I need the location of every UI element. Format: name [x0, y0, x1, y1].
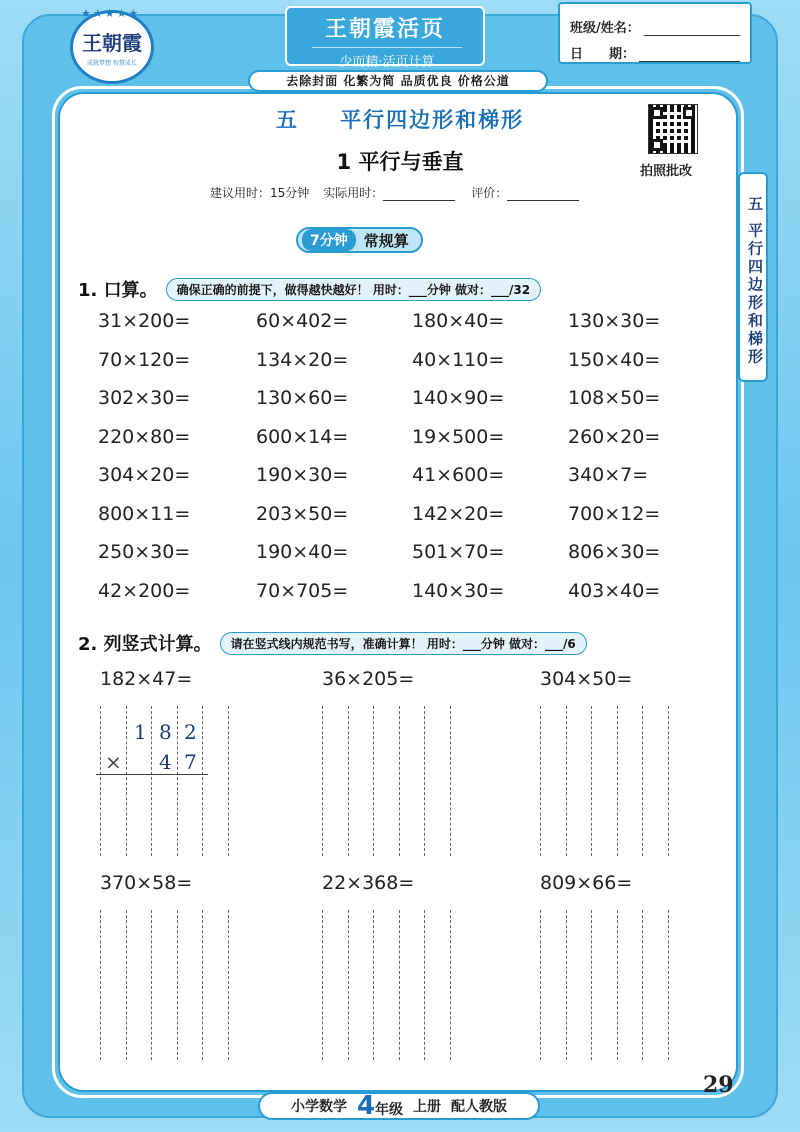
vertical-problem: 182×47=: [100, 668, 193, 690]
writing-guide-line[interactable]: [228, 910, 229, 1060]
writing-guide-line[interactable]: [450, 910, 451, 1060]
writing-guide-line[interactable]: [424, 706, 425, 856]
writing-guide-line[interactable]: [617, 706, 618, 856]
question-2-title: 2. 列竖式计算。: [78, 634, 212, 655]
oral-problem: 60×402=: [256, 310, 349, 332]
oral-problem: 403×40=: [568, 579, 661, 602]
writing-guide-line[interactable]: [126, 706, 127, 856]
date-field[interactable]: [639, 48, 740, 62]
time-row: [210, 184, 579, 201]
footer-grade: 年级: [375, 1102, 404, 1118]
writing-guide-line[interactable]: [373, 706, 374, 856]
writing-guide-line[interactable]: [126, 910, 127, 1060]
writing-guide-line[interactable]: [591, 706, 592, 856]
oral-problem: 140×30=: [412, 579, 505, 602]
writing-guide-line[interactable]: [202, 910, 203, 1060]
example-digit: 2: [184, 720, 197, 744]
page-number: 29: [703, 1072, 734, 1098]
writing-guide-line[interactable]: [399, 706, 400, 856]
writing-guide-line[interactable]: [177, 706, 178, 856]
footer-banner: [258, 1092, 540, 1120]
writing-guide-line[interactable]: [668, 910, 669, 1060]
writing-guide-line[interactable]: [348, 910, 349, 1060]
question-1-note: 确保正确的前提下，做得越快越好！ 用时：___分钟 做对：___/32: [166, 278, 541, 301]
qr-corner: [651, 107, 663, 119]
logo-subtext: 成就梦想 智慧成长: [87, 60, 137, 67]
evaluation-label: 评价：: [471, 186, 508, 200]
vertical-problem: 36×205=: [322, 668, 415, 690]
brand-banner: [285, 6, 485, 70]
class-name-label: 班级/姓名：: [570, 21, 640, 36]
logo-stars-icon: ★★★★★: [81, 7, 141, 20]
footer-grade-number: 4: [356, 1091, 376, 1121]
question-2-note: 请在竖式线内规范书写，准确计算！ 用时：___分钟 做对：___/6: [220, 632, 587, 655]
oral-problem: 304×20=: [98, 464, 191, 486]
oral-problem: 190×40=: [256, 541, 349, 563]
motto-banner: 去除封面 化繁为简 品质优良 价格公道: [248, 70, 548, 92]
writing-guide-line[interactable]: [151, 910, 152, 1060]
example-digit: 7: [184, 750, 197, 774]
date-row: [570, 36, 740, 62]
oral-problem: 302×30=: [98, 387, 191, 409]
oral-problem: 40×110=: [412, 348, 505, 371]
writing-guide-line[interactable]: [540, 706, 541, 856]
example-times-sign: ×: [105, 750, 122, 774]
writing-guide-line[interactable]: [322, 706, 323, 856]
oral-problem: 108×50=: [568, 387, 661, 409]
qr-code-icon[interactable]: [648, 104, 698, 154]
badge-time: 7分钟: [302, 229, 356, 251]
writing-guide-line[interactable]: [566, 706, 567, 856]
oral-problem: 180×40=: [412, 310, 505, 332]
badge-label: 常规算: [363, 231, 409, 250]
oral-problem: 42×200=: [98, 579, 191, 602]
suggested-time: 建议用时：15分钟: [210, 186, 310, 200]
oral-problem: 700×12=: [568, 502, 661, 525]
oral-problem: 250×30=: [98, 541, 191, 563]
writing-guide-line[interactable]: [424, 910, 425, 1060]
vertical-problem: 304×50=: [540, 668, 633, 690]
writing-guide-line[interactable]: [177, 910, 178, 1060]
oral-problem: 70×705=: [256, 579, 349, 602]
writing-guide-line[interactable]: [202, 706, 203, 856]
qr-corner: [651, 139, 663, 151]
oral-problem: 134×20=: [256, 348, 349, 371]
writing-guide-line[interactable]: [642, 706, 643, 856]
logo-text: 王朝霞: [82, 31, 142, 55]
question-1-title: 1. 口算。: [78, 280, 158, 301]
oral-problem: 203×50=: [256, 502, 349, 525]
writing-guide-line[interactable]: [100, 706, 101, 856]
oral-problem: 41×600=: [412, 464, 505, 486]
writing-guide-line[interactable]: [642, 910, 643, 1060]
oral-problem: 501×70=: [412, 541, 505, 563]
footer-edition: 配人教版: [451, 1099, 508, 1115]
writing-guide-line[interactable]: [399, 910, 400, 1060]
example-digit: 4: [159, 750, 172, 774]
lesson-title: 1 平行与垂直: [336, 150, 464, 174]
writing-guide-line[interactable]: [228, 706, 229, 856]
oral-problem: 190×30=: [256, 464, 349, 486]
example-digit: 1: [134, 720, 147, 744]
writing-guide-line[interactable]: [450, 706, 451, 856]
actual-time-field[interactable]: [383, 200, 455, 201]
writing-guide-line[interactable]: [373, 910, 374, 1060]
writing-guide-line[interactable]: [100, 910, 101, 1060]
oral-problem: 260×20=: [568, 425, 661, 448]
writing-guide-line[interactable]: [322, 910, 323, 1060]
vertical-problem: 22×368=: [322, 872, 415, 894]
vertical-problem: 370×58=: [100, 872, 193, 894]
oral-problem: 130×60=: [256, 387, 349, 409]
student-info-box: [558, 2, 752, 64]
example-digit: 8: [159, 720, 172, 744]
oral-problem: 140×90=: [412, 387, 505, 409]
oral-problem: 600×14=: [256, 425, 349, 448]
writing-guide-line[interactable]: [591, 910, 592, 1060]
oral-problem: 142×20=: [412, 502, 505, 525]
class-name-field[interactable]: [644, 22, 740, 36]
brand-title: 王朝霞活页: [324, 16, 445, 42]
section-badge: [296, 225, 423, 255]
oral-problem: 130×30=: [568, 310, 661, 332]
example-underline: [96, 774, 208, 775]
writing-guide-line[interactable]: [151, 706, 152, 856]
oral-problem: 220×80=: [98, 425, 191, 448]
question-1-header: [78, 276, 541, 302]
oral-problem: 31×200=: [98, 310, 191, 332]
unit-side-tab: 五 平行四边形和梯形: [738, 172, 768, 382]
actual-time-label: 实际用时：: [323, 186, 384, 200]
oral-problem: 340×7=: [568, 464, 649, 486]
evaluation-field[interactable]: [507, 200, 579, 201]
writing-guide-line[interactable]: [668, 706, 669, 856]
oral-problem: 19×500=: [412, 425, 505, 448]
brand-logo: [70, 7, 154, 84]
brand-subtitle: 少而精·活页计算: [312, 47, 462, 70]
class-name-row: [570, 10, 740, 36]
oral-problem: 150×40=: [568, 348, 661, 371]
oral-problem: 806×30=: [568, 541, 661, 563]
unit-name: 平行四边形和梯形: [340, 108, 525, 132]
unit-number: 五: [275, 108, 299, 132]
date-label: 日 期：: [570, 47, 636, 62]
badge-pill: [296, 227, 423, 253]
writing-guide-line[interactable]: [617, 910, 618, 1060]
footer-term: 上册: [413, 1099, 442, 1115]
writing-guide-line[interactable]: [348, 706, 349, 856]
oral-problem: 70×120=: [98, 348, 191, 371]
vertical-problem: 809×66=: [540, 872, 633, 894]
writing-guide-line[interactable]: [540, 910, 541, 1060]
question-2-header: [78, 630, 587, 656]
qr-label: 拍照批改: [640, 164, 693, 179]
footer-subject: 小学数学: [290, 1099, 347, 1115]
qr-corner: [683, 107, 695, 119]
oral-problem: 800×11=: [98, 502, 191, 525]
writing-guide-line[interactable]: [566, 910, 567, 1060]
